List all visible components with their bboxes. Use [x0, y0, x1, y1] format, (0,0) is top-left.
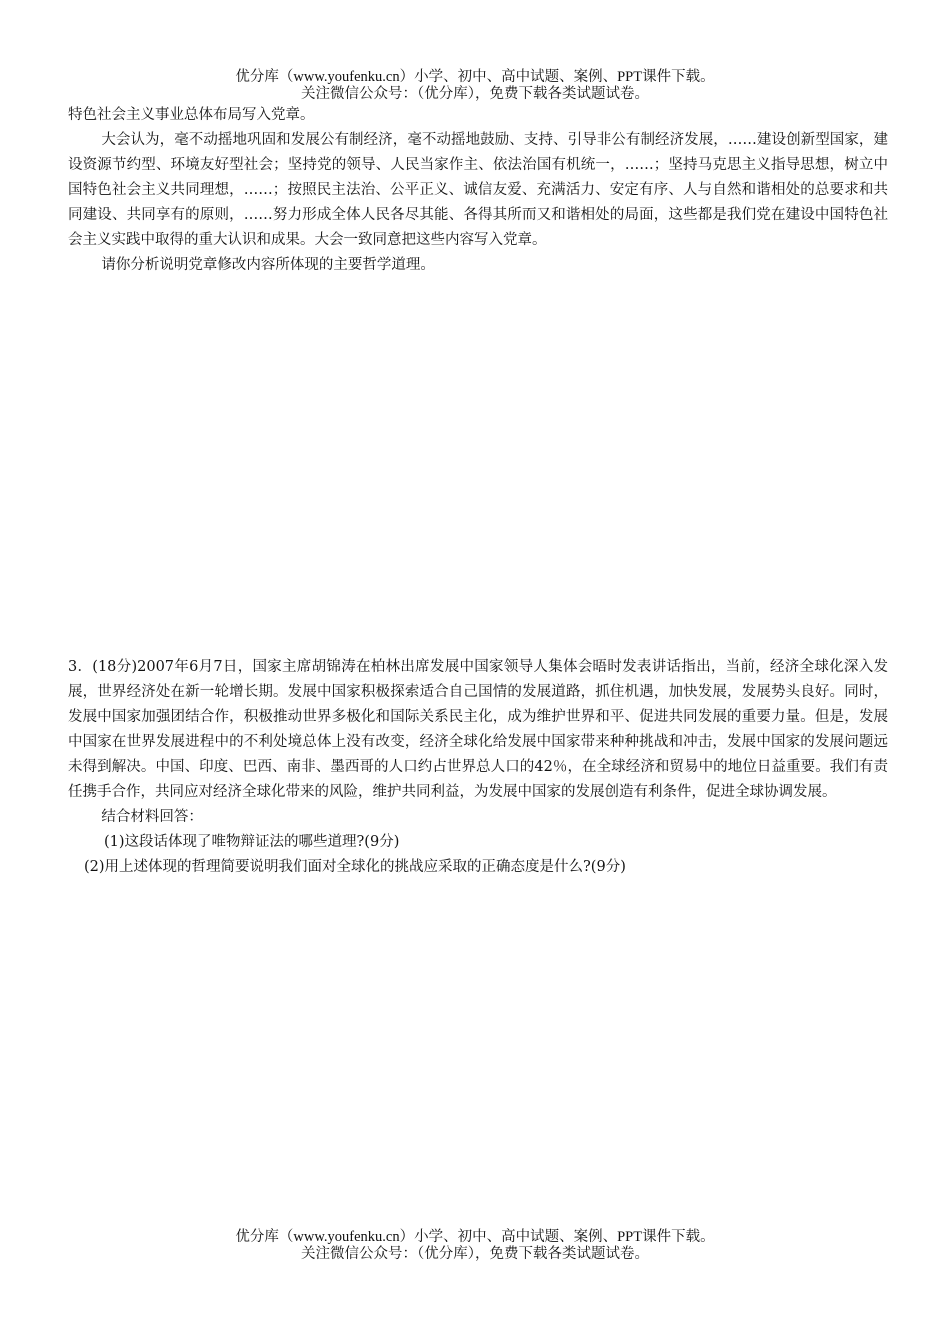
question-3-body: 3．(18分)2007年6月7日，国家主席胡锦涛在柏林出席发展中国家领导人集体会晤时发表讲话指出，当前，经济全球化深入发展，世界经济处在新一轮增长期。发展中国家积极探索适合自己国情的发展道路，抓住机遇，加快发展，发展势头良好。同时，发展中国家加强团结合作，积极推动世界多极化和国际关系民主化，成为维护世界和平、促进共同发展的重要力量。但是，发展中国家在世界发展进程中的不利处境总体上没有改变，经济全球化给发展中国家带来种种挑战和冲击，发展中国家的发展问题远未得到解决。中国、印度、巴西、南非、墨西哥的人口约占世界总人口的42％，在全球经济和贸易中的地位日益重要。我们有责任携手合作，共同应对经济全球化带来的风险，维护共同利益，为发展中国家的发展创造有利条件，促进全球协调发展。	[68, 659, 888, 800]
page-header	[0, 69, 950, 103]
material-paragraph: 大会认为，毫不动摇地巩固和发展公有制经济，毫不动摇地鼓励、支持、引导非公有制经济发展，……建设创新型国家，建设资源节约型、环境友好型社会；坚持党的领导、人民当家作主、依法治国有机统一，……；坚持马克思主义指导思想，树立中国特色社会主义共同理想，……；按照民主法治、公平正义、诚信友爱、充满活力、安定有序、人与自然和谐相处的总要求和共同建设、共同享有的原则，……努力形成全体人民各尽其能、各得其所而又和谐相处的局面，这些都是我们党在建设中国特色社会主义实践中取得的重大认识和成果。大会一致同意把这些内容写入党章。	[68, 132, 888, 248]
question-3-prompt: 结合材料回答：	[101, 809, 203, 825]
continuation-text: 特色社会主义事业总体布局写入党章。	[68, 107, 315, 123]
question-2-prompt: 请你分析说明党章修改内容所体现的主要哲学道理。	[101, 257, 435, 273]
page-footer	[0, 1229, 950, 1263]
footer-line-2: 关注微信公众号：（优分库），免费下载各类试题试卷。	[301, 1246, 649, 1262]
question-3	[68, 655, 888, 880]
footer-line-1: 优分库（www.youfenku.cn）小学、初中、高中试题、案例、PPT课件下载。	[235, 1229, 715, 1245]
question-3-sub-1: (1)这段话体现了唯物辩证法的哪些道理?(9分)	[104, 834, 400, 850]
header-line-1: 优分库（www.youfenku.cn）小学、初中、高中试题、案例、PPT课件下载。	[235, 69, 715, 85]
question-3-sub-2: (2)用上述体现的哲理简要说明我们面对全球化的挑战应采取的正确态度是什么?(9分)	[84, 859, 626, 875]
section-top	[68, 103, 888, 278]
header-line-2: 关注微信公众号：（优分库），免费下载各类试题试卷。	[301, 86, 649, 102]
